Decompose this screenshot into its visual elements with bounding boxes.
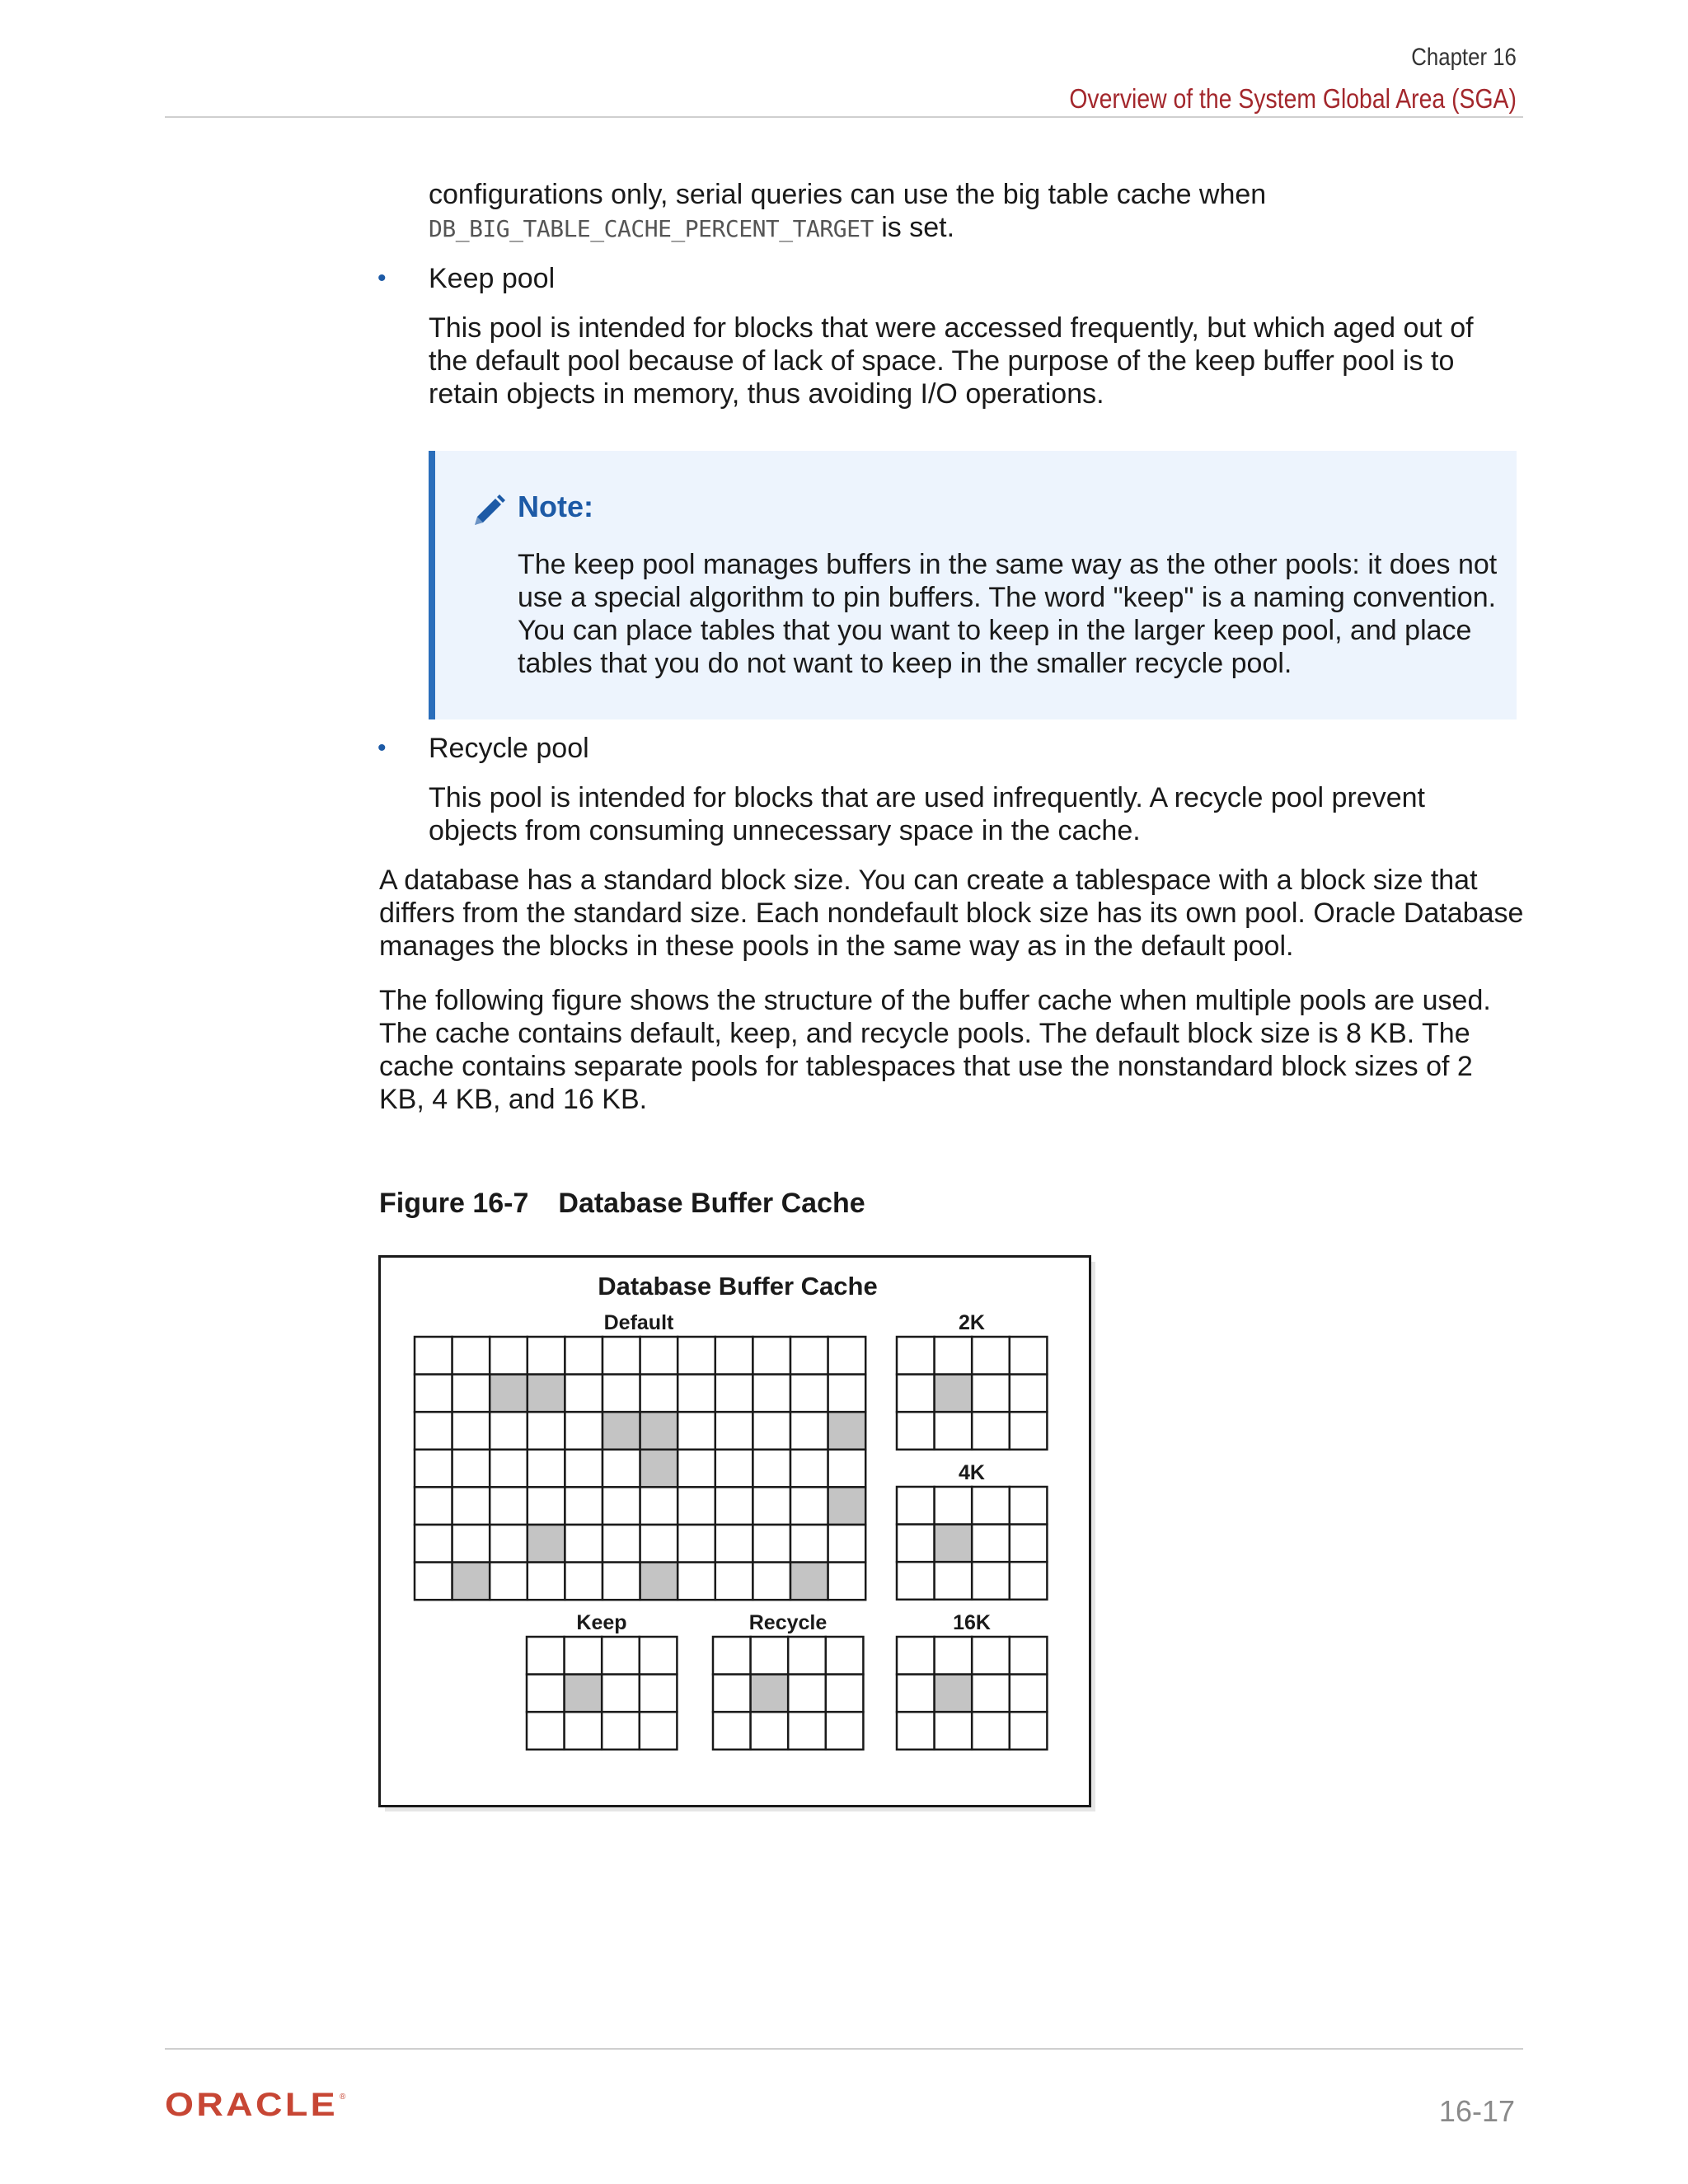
buffer-block [753, 1525, 790, 1563]
buffer-block [715, 1525, 753, 1563]
note-box [429, 451, 1517, 719]
buffer-block [788, 1675, 826, 1713]
buffer-block [527, 1675, 565, 1713]
buffer-block [935, 1637, 973, 1675]
footer-divider [165, 2048, 1523, 2050]
buffer-block [490, 1563, 528, 1601]
buffer-block [565, 1712, 603, 1750]
buffer-block [715, 1450, 753, 1488]
buffer-block [935, 1412, 973, 1450]
buffer-block [935, 1712, 973, 1750]
buffer-block [452, 1525, 490, 1563]
buffer-block [603, 1487, 640, 1525]
buffer-block-used [640, 1412, 678, 1450]
buffer-block [897, 1525, 935, 1563]
buffer-block-used [828, 1412, 866, 1450]
buffer-block [565, 1637, 603, 1675]
buffer-block-used [452, 1563, 490, 1601]
figure-number: Figure 16-7 [379, 1188, 529, 1219]
buffer-block [527, 1637, 565, 1675]
buffer-block [1010, 1712, 1048, 1750]
buffer-block [1010, 1637, 1048, 1675]
buffer-block [935, 1562, 973, 1600]
buffer-block [788, 1712, 826, 1750]
buffer-block [790, 1525, 828, 1563]
buffer-block [826, 1712, 864, 1750]
buffer-block [751, 1712, 789, 1750]
note-text: The keep pool manages buffers in the same way as the other pools: it does not use a special algorithm to pin buffers. The word "keep" is a naming convention. You can place tables that you want to keep in the larger keep pool, and place tables that you do not want to keep in the smaller recycle pool. [518, 549, 1498, 679]
buffer-block [490, 1337, 528, 1375]
buffer-block [972, 1487, 1010, 1525]
buffer-block [972, 1337, 1010, 1375]
pencil-icon [470, 492, 508, 530]
buffer-block [972, 1637, 1010, 1675]
buffer-block [713, 1675, 751, 1713]
buffer-block [753, 1337, 790, 1375]
bullet-label-recycle: Recycle pool [429, 733, 589, 764]
buffer-block [1010, 1337, 1048, 1375]
buffer-block [678, 1450, 715, 1488]
svg-text:®: ® [340, 2093, 346, 2102]
buffer-block [602, 1712, 640, 1750]
buffer-block [528, 1563, 565, 1601]
buffer-block [897, 1375, 935, 1413]
bullet-marker: • [377, 734, 387, 762]
buffer-block-used [828, 1487, 866, 1525]
buffer-block [678, 1525, 715, 1563]
buffer-block-used [935, 1525, 973, 1563]
pool-default [415, 1311, 865, 1600]
buffer-block-used [565, 1675, 603, 1713]
bullet-text-recycle: This pool is intended for blocks that are used infrequently. A recycle pool prevent objects from consuming unnecessary space in the cache. [429, 782, 1425, 846]
code-parameter: DB_BIG_TABLE_CACHE_PERCENT_TARGET [429, 215, 874, 242]
pool-label: Default [603, 1311, 674, 1334]
buffer-block [972, 1525, 1010, 1563]
buffer-block [640, 1712, 678, 1750]
buffer-block [565, 1412, 603, 1450]
buffer-block [528, 1450, 565, 1488]
buffer-block-used [528, 1525, 565, 1563]
buffer-block [528, 1412, 565, 1450]
buffer-block [640, 1337, 678, 1375]
buffer-block [935, 1337, 973, 1375]
buffer-block [753, 1450, 790, 1488]
buffer-block [826, 1675, 864, 1713]
buffer-block [715, 1487, 753, 1525]
buffer-block [715, 1375, 753, 1413]
buffer-block [897, 1487, 935, 1525]
buffer-block [1010, 1675, 1048, 1713]
buffer-block [565, 1563, 603, 1601]
buffer-block [828, 1525, 866, 1563]
buffer-block [1010, 1487, 1048, 1525]
buffer-block [528, 1337, 565, 1375]
buffer-block [753, 1563, 790, 1601]
buffer-block [828, 1450, 866, 1488]
paragraph-figure-intro: The following figure shows the structure of the buffer cache when multiple pools are used. The cache contains default, keep, and recycle pools. The default block size is 8 KB. The cache contains separate pools for tablespaces that use the nonstandard block sizes of 2 KB, 4 KB, and 16 KB. [379, 985, 1491, 1115]
chapter-label: Chapter 16 [1411, 44, 1517, 71]
buffer-block [603, 1450, 640, 1488]
buffer-block [828, 1375, 866, 1413]
buffer-block [415, 1412, 452, 1450]
pool-label: Keep [576, 1611, 627, 1634]
buffer-block [640, 1375, 678, 1413]
buffer-block [640, 1487, 678, 1525]
note-title: Note: [518, 490, 593, 523]
buffer-block [826, 1637, 864, 1675]
buffer-block [640, 1525, 678, 1563]
figure-title: Database Buffer Cache [558, 1188, 865, 1219]
header-divider [165, 116, 1523, 118]
buffer-block [452, 1412, 490, 1450]
diagram-title: Database Buffer Cache [598, 1272, 878, 1301]
pool-label: 4K [959, 1461, 985, 1484]
buffer-block [751, 1637, 789, 1675]
buffer-block [490, 1450, 528, 1488]
buffer-block [1010, 1412, 1048, 1450]
section-title: Overview of the System Global Area (SGA) [1069, 83, 1517, 114]
buffer-block [678, 1375, 715, 1413]
buffer-block [715, 1563, 753, 1601]
buffer-block [415, 1563, 452, 1601]
buffer-block [715, 1337, 753, 1375]
buffer-block [603, 1525, 640, 1563]
buffer-block [565, 1375, 603, 1413]
buffer-block [897, 1412, 935, 1450]
buffer-block [790, 1487, 828, 1525]
buffer-block [490, 1487, 528, 1525]
buffer-block [565, 1450, 603, 1488]
buffer-block [452, 1375, 490, 1413]
buffer-block [640, 1637, 678, 1675]
buffer-block-used [935, 1375, 973, 1413]
buffer-block [565, 1487, 603, 1525]
buffer-block [713, 1712, 751, 1750]
buffer-block-used [603, 1412, 640, 1450]
buffer-block [415, 1337, 452, 1375]
buffer-block [527, 1712, 565, 1750]
page-number: 16-17 [1438, 2094, 1515, 2128]
buffer-block [603, 1375, 640, 1413]
buffer-block [753, 1412, 790, 1450]
buffer-block [897, 1637, 935, 1675]
buffer-block [753, 1375, 790, 1413]
buffer-block [565, 1525, 603, 1563]
buffer-block [897, 1562, 935, 1600]
buffer-block [972, 1412, 1010, 1450]
pool-label: 16K [953, 1611, 991, 1634]
buffer-block [972, 1675, 1010, 1713]
page-header [1069, 41, 1517, 117]
buffer-block [897, 1675, 935, 1713]
oracle-logo-text: ORACLE [165, 2088, 338, 2121]
buffer-block [415, 1525, 452, 1563]
continued-paragraph [429, 178, 1517, 246]
buffer-block [678, 1563, 715, 1601]
buffer-block [715, 1412, 753, 1450]
buffer-block [790, 1337, 828, 1375]
buffer-block [603, 1337, 640, 1375]
buffer-block [678, 1487, 715, 1525]
figure-caption [379, 1187, 865, 1220]
buffer-block [790, 1450, 828, 1488]
buffer-block [490, 1412, 528, 1450]
buffer-block [1010, 1562, 1048, 1600]
buffer-block-used [640, 1450, 678, 1488]
buffer-block [602, 1637, 640, 1675]
buffer-block [415, 1450, 452, 1488]
buffer-block-used [751, 1675, 789, 1713]
buffer-block [972, 1712, 1010, 1750]
buffer-block [897, 1337, 935, 1375]
continued-text-tail: is set. [873, 212, 955, 243]
continued-text: configurations only, serial queries can use the big table cache when [429, 179, 1267, 210]
buffer-block-used [528, 1375, 565, 1413]
bullet-marker: • [377, 265, 387, 292]
buffer-block [790, 1375, 828, 1413]
pool-label: 2K [959, 1311, 985, 1334]
buffer-block-used [935, 1675, 973, 1713]
buffer-block [1010, 1375, 1048, 1413]
buffer-block [415, 1375, 452, 1413]
buffer-block-used [490, 1375, 528, 1413]
oracle-logo [165, 2088, 354, 2121]
buffer-block [753, 1487, 790, 1525]
buffer-block [935, 1487, 973, 1525]
buffer-block [972, 1562, 1010, 1600]
buffer-block [828, 1337, 866, 1375]
buffer-block [603, 1563, 640, 1601]
buffer-block [640, 1675, 678, 1713]
buffer-block-used [790, 1563, 828, 1601]
buffer-block [565, 1337, 603, 1375]
buffer-block [602, 1675, 640, 1713]
buffer-block [415, 1487, 452, 1525]
buffer-block [897, 1712, 935, 1750]
buffer-block [713, 1637, 751, 1675]
bullet-label-keep: Keep pool [429, 263, 556, 294]
buffer-block [452, 1487, 490, 1525]
buffer-block [452, 1337, 490, 1375]
buffer-block [528, 1487, 565, 1525]
buffer-block [972, 1375, 1010, 1413]
buffer-block [790, 1412, 828, 1450]
buffer-block [1010, 1525, 1048, 1563]
pool-label: Recycle [748, 1611, 828, 1634]
buffer-block [490, 1525, 528, 1563]
buffer-block [452, 1450, 490, 1488]
buffer-block [828, 1563, 866, 1601]
buffer-block [678, 1412, 715, 1450]
buffer-cache-diagram [378, 1255, 1095, 1811]
bullet-text-keep: This pool is intended for blocks that were accessed frequently, but which aged out of the default pool because of lack of space. The purpose of the keep buffer pool is to retain objects in memory, thus avoiding I/O operations. [429, 312, 1474, 410]
buffer-block-used [640, 1563, 678, 1601]
buffer-block [788, 1637, 826, 1675]
buffer-block [678, 1337, 715, 1375]
paragraph-block-size: A database has a standard block size. You can create a tablespace with a block size that differs from the standard size. Each nondefault block size has its own pool. Oracle Database manages the blocks in these pools in the same way as in the default pool. [379, 865, 1524, 962]
